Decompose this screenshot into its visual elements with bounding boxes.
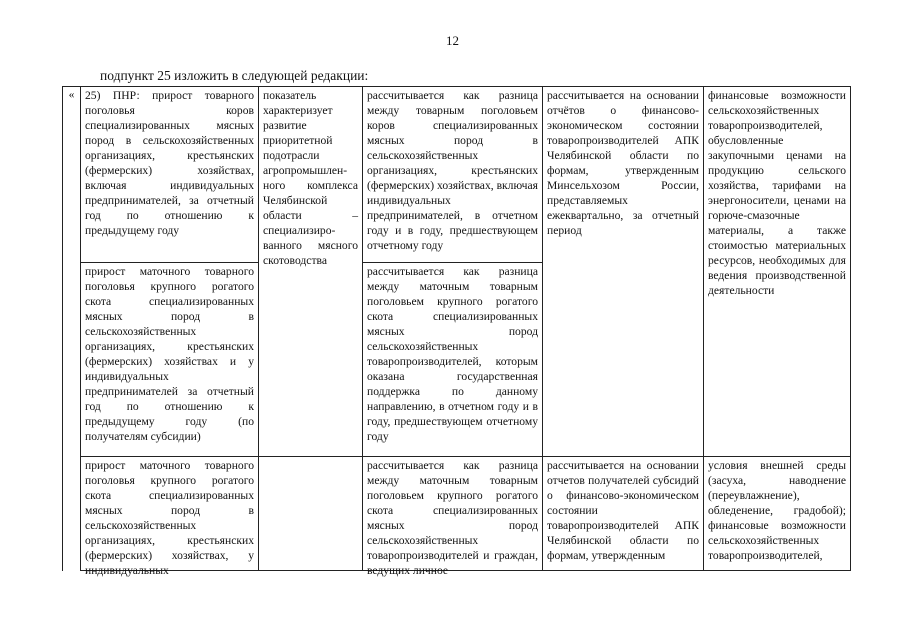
description-cell xyxy=(259,457,363,571)
factors-cell: условия внешней среды (засуха, наводнение (переувлажнение), обледенение, градобой); финансовые возможности сельскохозяйственных товаропроизводителей, xyxy=(704,457,851,571)
calculation-cell: рассчитывается как разница между маточным товарным поголовьем крупного рогатого скота специализированных мясных пород сельскохозяйственных товаропроизводителей, которым оказана государственная поддержка по данному направлению, в отчетном году и в году, предшествующем отчетному году xyxy=(363,263,543,457)
intro-text: подпункт 25 изложить в следующей редакции: xyxy=(100,68,369,83)
factors-cell: финансовые возможности сельскохозяйственных товаропроизводителей, обусловленные закупочными ценами на продукцию сельского хозяйства, тарифами на энергоносители, ценами на горюче-смазочные материалы, а также стоимостью материальных ресурсов, необходимых для ведения производственной деятельности xyxy=(704,87,851,457)
indicator-cell: прирост маточного товарного поголовья крупного рогатого скота специализированных мясных пород в сельскохозяйственных организациях, крестьянских (фермерских) хозяйствах и у индивидуальных предпринимателей за отчетный год по отношению к предыдущему году (по получателям субсидии) xyxy=(81,263,259,457)
table-row xyxy=(63,457,851,571)
calculation-cell: рассчитывается как разница между товарным поголовьем коров специализированных мясных пород в сельскохозяйственных организациях, крестьянских (фермерских) хозяйствах, включая индивидуальных предпринимателей, в отчетном году и в году, предшествующем отчетному году xyxy=(363,87,543,263)
indicator-cell: 25) ПНР: прирост товарного поголовья коров специализированных мясных пород в сельскохозяйственных организациях, крестьянских (фермерских) хозяйствах, включая индивидуальных предпринимателей, за отчетный год по отношению к предыдущему году xyxy=(81,87,259,263)
table-row xyxy=(63,87,851,263)
opening-quote: « xyxy=(63,87,81,263)
calculation-cell: рассчитывается как разница между маточным товарным поголовьем крупного рогатого скота специализированных мясных пород сельскохозяйственных товаропроизводителей и граждан, ведущих личное xyxy=(363,457,543,571)
indicator-cell: прирост маточного товарного поголовья крупного рогатого скота специализированных мясных пород в сельскохозяйственных организациях, крестьянских (фермерских) хозяйствах, у индивидуальных xyxy=(81,457,259,571)
indicators-table xyxy=(62,86,851,577)
source-cell: рассчитывается на основании отчетов получателей субсидий о финансово-экономическом состоянии товаропроизводителей АПК Челябинской области по формам, утвержденным xyxy=(543,457,704,571)
source-cell: рассчитывается на основании отчётов о финансово-экономическом состоянии товаропроизводителей АПК Челябинской области по формам, утвержденным Минсельхозом России, представляемых ежеквартально, за отчетный период xyxy=(543,87,704,457)
page-number: 12 xyxy=(446,33,459,48)
description-cell: показатель характеризует развитие приоритетной подотрасли агропромышлен-ного комплекса Челябинской области – специализиро-ванного мясного скотоводства xyxy=(259,87,363,457)
